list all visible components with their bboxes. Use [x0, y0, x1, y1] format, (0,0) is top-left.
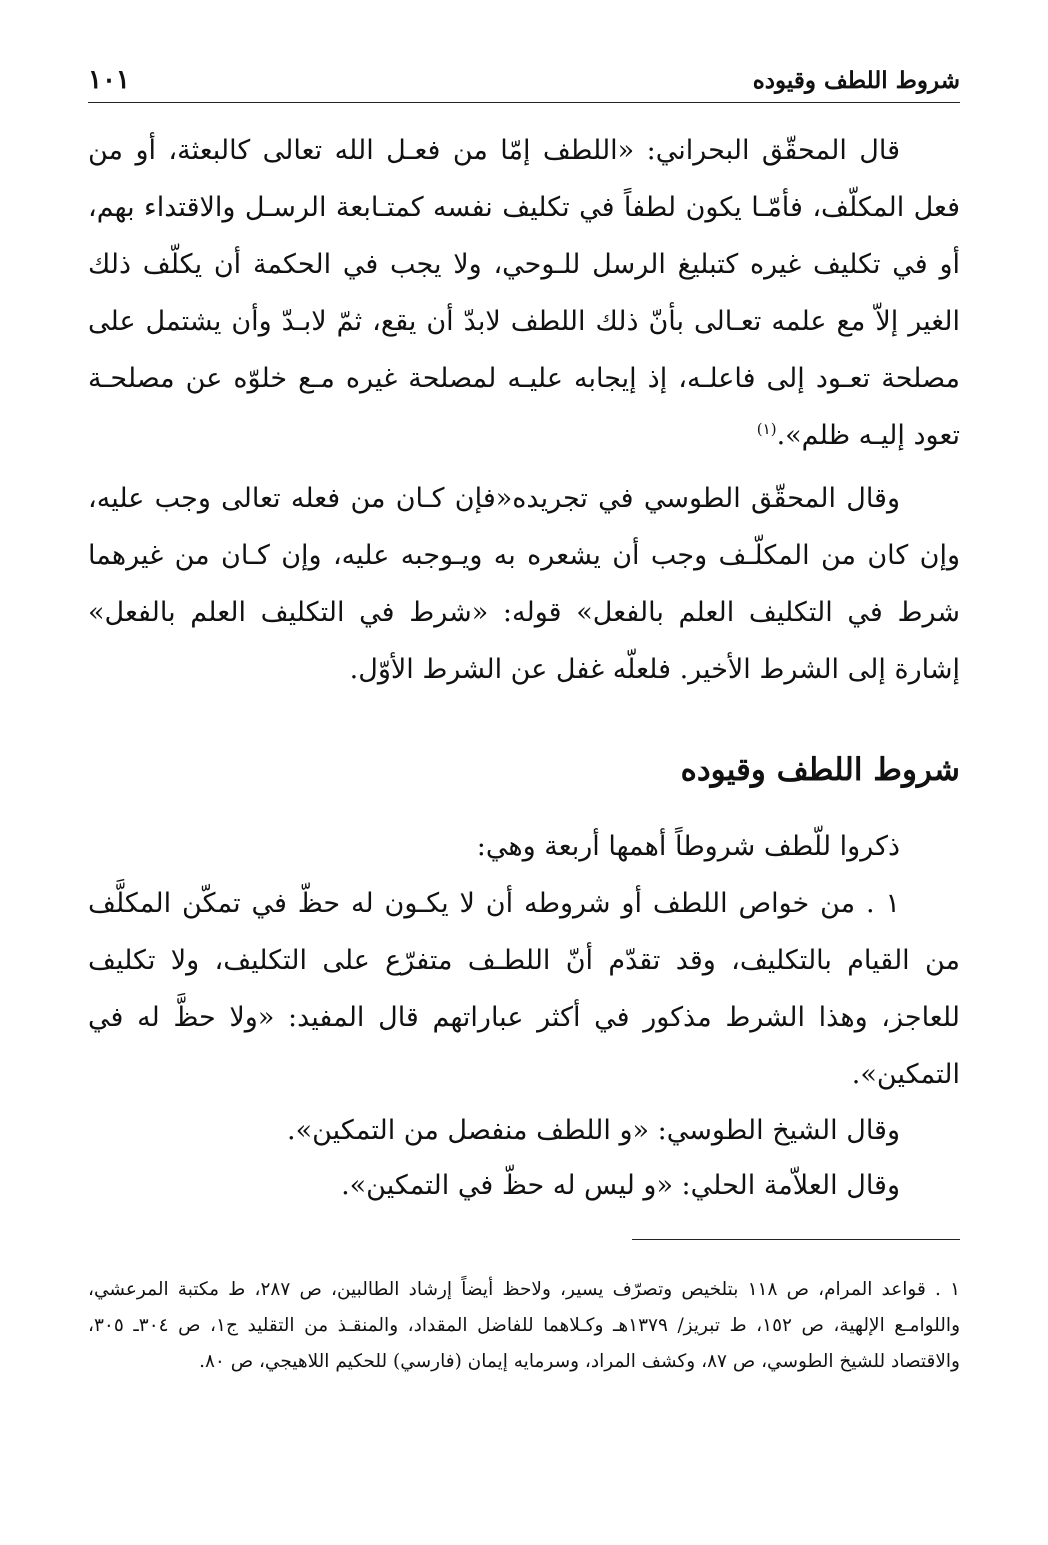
quote-line-tusi: وقال الشيخ الطوسي: «و اللطف منفصل من التمكين». — [287, 1115, 900, 1146]
running-title: شروط اللطف وقيوده — [752, 66, 960, 94]
section-heading: شروط اللطف وقيوده — [680, 752, 960, 788]
condition-item-1: ١ . من خواص اللطف أو شروطه أن لا يكـون له حظّ في تمكّن المكلَّف من القيام بالتكليف، وقد تقدّم أنّ اللطـف متفرّع على التكليف، ولا تكليف للعاجز، وهذا الشرط مذكور في أكثر عباراتهم قال المفيد: «ولا حظَّ له في التمكين». — [88, 888, 960, 1090]
page-number: ١٠١ — [88, 65, 130, 95]
footnote-divider — [632, 1239, 960, 1240]
paragraph-bahrani-quote — [88, 122, 960, 464]
quote-line-hilli: وقال العلاّمة الحلي: «و ليس له حظّ في التمكين». — [341, 1170, 900, 1201]
footnote-1: ١ . قواعد المرام، ص ١١٨ بتلخيص وتصرّف يسير، ولاحظ أيضاً إرشاد الطالبين، ص ٢٨٧، ط مكتبة المرعشي، واللوامـع الإلهية، ص ١٥٢، ط تبريز/ ١٣٧٩هـ وكـلاهما للفاضل المقداد، والمنقـذ من التقليد ج١، ص ٣٠٤ـ ٣٠٥، والاقتصاد للشيخ الطوسي، ص ٨٧، وكشف المراد، وسرمايه إيمان (فارسي) للحكيم اللاهيجي، ص ٨٠. — [88, 1279, 961, 1372]
page-header — [88, 58, 960, 103]
section-intro: ذكروا للّطف شروطاً أهمها أربعة وهي: — [476, 831, 900, 862]
footnote-reference[interactable]: (١) — [756, 420, 777, 438]
book-page — [88, 0, 960, 1545]
paragraph-tusi-quote: وقال المحقّق الطوسي في تجريده«فإن كـان من فعله تعالى وجب عليه، وإن كان من المكلّـف وجب أن يشعره به ويـوجبه عليه، وإن كـان من غيرهما شرط في التكليف العلم بالفعل» قوله: «شرط في التكليف العلم بالفعل» إشارة إلى الشرط الأخير. فلعلّه غفل عن الشرط الأوّل. — [88, 483, 960, 685]
footnotes-section — [88, 1272, 960, 1380]
paragraph-text: قال المحقّق البحراني: «اللطف إمّا من فعـل الله تعالى كالبعثة، أو من فعل المكلّف، فأمّـا يكون لطفاً في تكليف نفسه كمتـابعة الرسـل والاقتداء بهم، أو في تكليف غيره كتبليغ الرسل للـوحي، ولا يجب في الحكمة أن يكلّف ذلك الغير إلاّ مع علمه تعـالى بأنّ ذلك اللطف لابدّ أن يقع، ثمّ لابـدّ وأن يشتمل على مصلحة تعـود إلى فاعلـه، إذ إيجابه عليـه لمصلحة غيره مـع خلوّه عن مصلحـة تعود إليـه ظلم». — [88, 135, 960, 451]
page-body — [88, 122, 960, 1213]
